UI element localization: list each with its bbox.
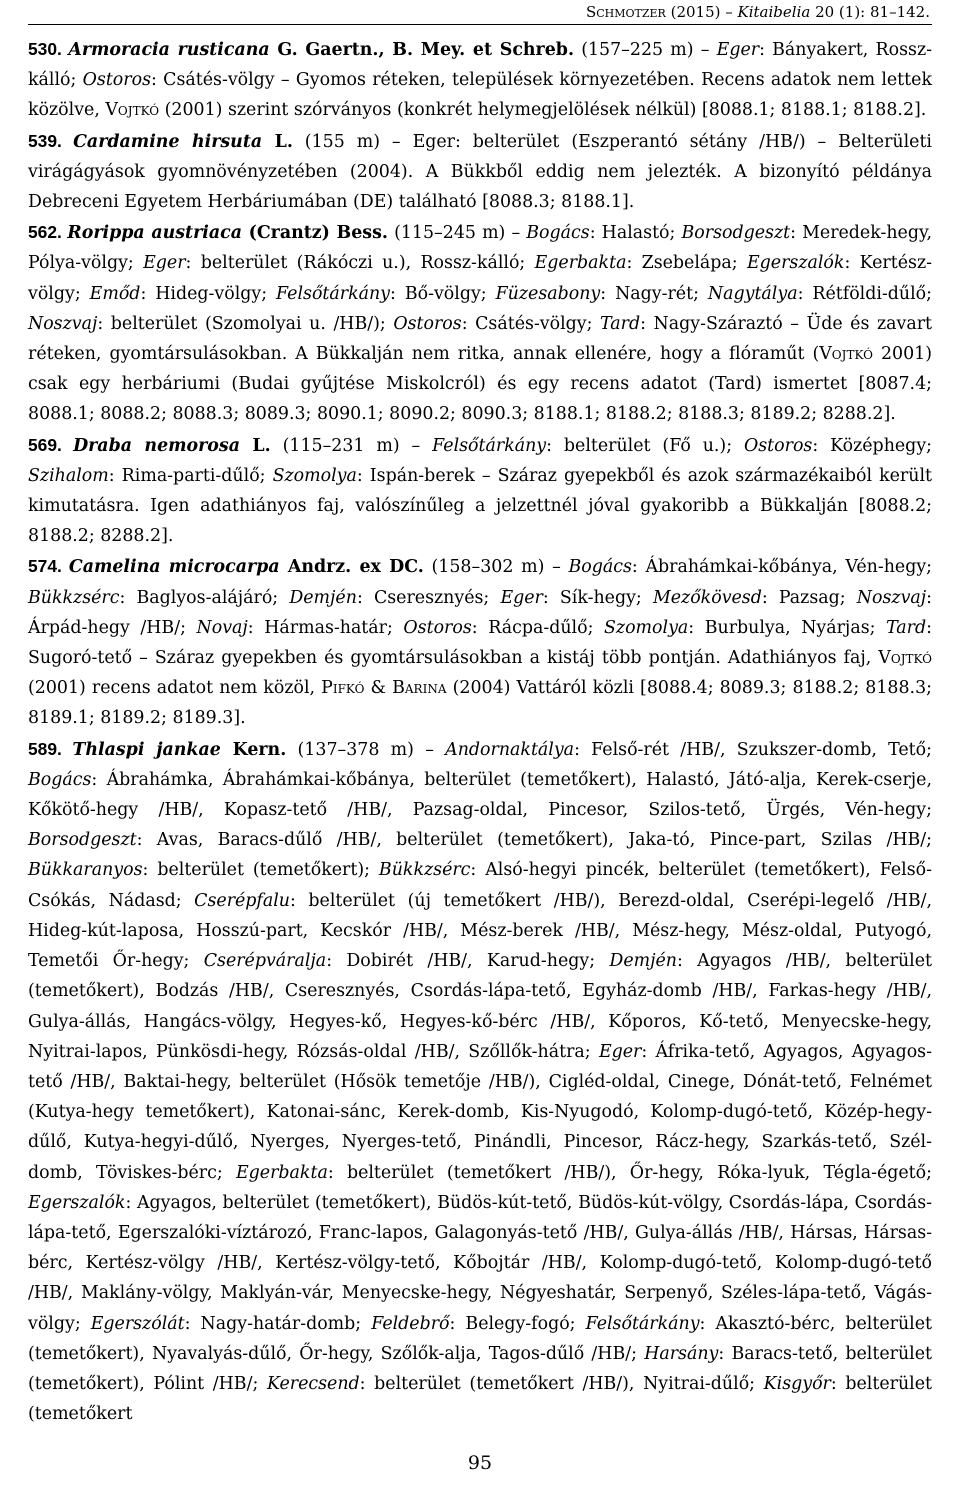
taxon-authority: Kern. — [220, 739, 287, 760]
entry-text: : Hideg-völgy; — [140, 283, 277, 304]
entry-text: : Bő-völgy; — [390, 283, 496, 304]
locality-name: Egerbakta — [534, 253, 627, 274]
entry-text: : Zsebelápa; — [626, 253, 747, 274]
entry-text: (2004) Vattáról közli [8088.4; 8089.3; 8188.2; 8188.3; 8189.1; 8189.2; 8189.3]. — [28, 678, 932, 729]
locality-name: Egerszalók — [28, 1192, 126, 1213]
locality-name: Egerszalók — [746, 253, 845, 274]
entry-text: : Halastó; — [589, 223, 682, 244]
locality-name: Ostoros — [82, 70, 151, 91]
running-header — [586, 2, 930, 22]
entry-text: : Baglyos-alájáró; — [119, 587, 290, 608]
entry-text: : Árpád-hegy /HB/; — [28, 587, 933, 638]
entry-text: : Ábrahámka, Ábrahámkai-kőbánya, belterület (temetőkert), Halastó, Játó-alja, Kerek-cserje, Kőkötő-hegy /HB/, Kopasz-tető /HB/, Pazsag-oldal, Pincesor, Szilos-tető, Ürgés, Vén-hegy; — [28, 769, 932, 821]
entry-text: : Sugoró-tető – Száraz gyepekben és gyomtársulásokban a kistáj több pontján. Adathiányos faj, — [28, 617, 932, 669]
entry-text: : belterület (temetőkert — [28, 1373, 933, 1425]
header-author: Schmotzer — [585, 3, 666, 21]
cited-author: Vojtkó — [878, 648, 932, 669]
cited-author: Vojtkó — [819, 344, 873, 365]
locality-name: Eger — [500, 587, 543, 608]
cited-author: Barina — [392, 678, 447, 699]
entry-text: : Kertész-völgy; — [28, 253, 932, 304]
entry-text: (158–302 m) – — [423, 557, 569, 578]
locality-name: Felsőtárkány — [432, 435, 547, 456]
locality-name: Ostoros — [743, 435, 813, 456]
locality-name: Bükkaranyos — [28, 860, 143, 881]
locality-name: Harsány — [644, 1343, 719, 1364]
locality-name: Tard — [600, 313, 641, 334]
entry-text: : belterület (Szomolyai u. /HB/); — [97, 313, 394, 334]
entry-text: 2001) csak egy herbáriumi (Budai gyűjtése Miskolcról) és egy recens adatot (Tard) ismertet [8087.4; 8088.1; 8088.2; 8088.3; 8089.3; 8090.1; 8090.2; 8090.3; 8188.1; 8188.2; 8188.3; 8189.2; 8288.2]. — [28, 344, 932, 425]
locality-name: Demjén — [609, 951, 677, 972]
taxon-authority: G. Gaertn., B. Mey. et Schreb. — [269, 40, 574, 60]
taxon-authority: (Crantz) Bess. — [241, 223, 388, 244]
entry-text: (2001) szerint szórványos (konkrét helymegjelölések nélkül) [8088.1; 8188.1; 8188.2]. — [159, 100, 927, 121]
entry-text: : Rétföldi-dűlő; — [797, 283, 933, 304]
locality-name: Egerszólát — [90, 1313, 185, 1334]
locality-name: Noszvaj — [28, 313, 98, 334]
locality-name: Demjén — [289, 587, 357, 608]
locality-name: Mezőkövesd — [652, 587, 762, 608]
species-entry — [28, 34, 932, 126]
locality-name: Emőd — [89, 283, 141, 304]
taxon-name: Cardamine hirsuta — [73, 131, 263, 152]
entry-text: : Áfrika-tető, Agyagos, Agyagos-tető /HB/, Baktai-hegy, belterület (Hősök temetője /HB/), Cigléd-oldal, Cinege, Dónát-tető, Felnémet (Kutya-hegy temetőkert), Katonai-sánc, Kerek-domb, Kis-Nyugodó, Kolomp-dugó-tető, Közép-hegy-dűlő, Kutya-hegyi-dűlő, Nyerges, Nyerges-tető, Pinándli, Pincesor, Rácz-hegy, Szarkás-tető, Szél-domb, Töviskes-bérc; — [28, 1041, 932, 1183]
entry-number: 530. — [28, 39, 69, 59]
locality-name: Borsodgeszt — [681, 223, 791, 244]
locality-name: Feldebrő — [371, 1313, 450, 1334]
entry-text: : Alsó-hegyi pincék, belterület (temetőkert), Felső-Csókás, Nádasd; — [28, 860, 932, 911]
locality-name: Bükkzsérc — [378, 860, 471, 881]
entry-text: (115–245 m) – — [387, 223, 527, 244]
entry-text: : Hármas-határ; — [247, 617, 404, 638]
entry-text: : Sík-hegy; — [542, 587, 653, 608]
locality-name: Bogács — [568, 557, 632, 578]
entry-text: : Belegy-fogó; — [449, 1313, 586, 1334]
header-volume: 20 (1): 81–142. — [810, 3, 930, 21]
locality-name: Füzesabony — [495, 283, 601, 304]
taxon-authority: Andrz. ex DC. — [279, 557, 424, 578]
entry-text: : Csátés-völgy – Gyomos réteken, települések környezetében. Recens adatok nem lettek közölve, — [28, 70, 932, 121]
locality-name: Szomolya — [272, 465, 357, 486]
locality-name: Szomolya — [604, 617, 689, 638]
entry-text: : Dobirét /HB/, Karud-hegy; — [326, 951, 610, 972]
header-rule — [28, 24, 932, 25]
species-entry — [28, 217, 932, 429]
locality-name: Eger — [716, 40, 760, 60]
entry-text: : Rácpa-dűlő; — [471, 617, 605, 638]
taxon-name: Armoracia rusticana — [68, 40, 270, 60]
entry-number: 539. — [28, 130, 74, 151]
species-list — [28, 34, 932, 1429]
cited-author: Pifkó — [321, 678, 365, 699]
entry-number: 569. — [28, 434, 74, 455]
entry-text: : Burbulya, Nyárjas; — [688, 617, 887, 638]
species-entry — [28, 430, 932, 552]
locality-name: Nagytálya — [707, 283, 798, 304]
taxon-name: Rorippa austriaca — [67, 223, 242, 244]
taxon-name: Thlaspi jankae — [72, 739, 221, 760]
entry-text: : belterület (új temetőkert /HB/), Berezd-oldal, Cserépi-legelő /HB/, Hideg-kút-laposa, Hosszú-part, Kecskór /HB/, Mész-berek /HB/, Mész-hegy, Mész-oldal, Putyogó, Temetői Őr-hegy; — [28, 890, 932, 972]
entry-text: : Meredek-hegy, Pólya-völgy; — [28, 223, 932, 274]
locality-name: Felsőtárkány — [585, 1313, 700, 1334]
entry-text: : Akasztó-bérc, belterület (temetőkert), Nyavalyás-dűlő, Őr-hegy, Szőlők-alja, Tagos-dűlő /HB/; — [28, 1313, 932, 1364]
header-journal: Kitaibelia — [737, 3, 811, 21]
locality-name: Borsodgeszt — [28, 830, 137, 851]
entry-text: (2001) recens adatot nem közöl, — [28, 678, 322, 699]
locality-name: Noszvaj — [856, 587, 927, 608]
entry-text: (115–231 m) – — [270, 435, 433, 456]
taxon-authority: L. — [262, 131, 293, 152]
entry-text: : belterület (Fő u.); — [546, 435, 744, 456]
locality-name: Bükkzsérc — [28, 587, 120, 608]
locality-name: Kisgyőr — [763, 1373, 831, 1394]
entry-text: : Bányakert, Rossz-kálló; — [28, 40, 932, 91]
header-year: (2015) – — [665, 3, 738, 21]
entry-text: : Avas, Baracs-dűlő /HB/, belterület (temetőkert), Jaka-tó, Pince-part, Szilas /HB/; — [136, 830, 932, 851]
entry-text: : Ábrahámkai-kőbánya, Vén-hegy; — [631, 557, 933, 578]
species-entry — [28, 551, 932, 733]
entry-text: : Felső-rét /HB/, Szukszer-domb, Tető; — [574, 739, 932, 760]
entry-text: : Agyagos, belterület (temetőkert), Büdös-kút-tető, Büdös-kút-völgy, Csordás-lápa, Csordás-lápa-tető, Egerszalóki-víztározó, Franc-lapos, Galagonyás-tető /HB/, Gulya-állás /HB/, Hársas, Hársas-bérc, Kertész-völgy /HB/, Kertész-völgy-tető, Kőbojtár /HB/, Kolomp-dugó-tető, Kolomp-dugó-tető /HB/, Maklány-völgy, Maklyán-vár, Menyecske-hegy, Négyeshatár, Serpenyő, Széles-lápa-tető, Vágás-völgy; — [28, 1192, 932, 1334]
locality-name: Bogács — [526, 223, 590, 244]
locality-name: Tard — [886, 617, 927, 638]
entry-number: 562. — [28, 222, 68, 243]
locality-name: Cserépváralja — [203, 951, 327, 972]
entry-text: : Agyagos /HB/, belterület (temetőkert), Bodzás /HB/, Cseresznyés, Csordás-lápa-tető, Egyház-domb /HB/, Farkas-hegy /HB/, Gulya-állás, Hangács-völgy, Hegyes-kő, Hegyes-kő-bérc /HB/, Kőporos, Kő-tető, Menyecske-hegy, Nyitrai-lapos, Pünkösdi-hegy, Rózsás-oldal /HB/, Szőllők-hátra; — [28, 951, 933, 1062]
entry-number: 574. — [28, 556, 69, 577]
entry-text: : Rima-parti-dűlő; — [108, 465, 273, 486]
entry-text: : Baracs-tető, belterület (temetőkert), Pólint /HB/; — [28, 1343, 932, 1394]
entry-number: 589. — [28, 738, 73, 759]
entry-text: : Csátés-völgy; — [461, 313, 601, 334]
entry-text: : Ispán-berek – Száraz gyepekből és azok származékaiból került kimutatásra. Igen adathiányos faj, valószínűleg a jelzettnél jóval gyakoribb a Bükkalján [8088.2; 8188.2; 8288.2]. — [28, 465, 932, 547]
entry-text: (137–378 m) – — [286, 739, 446, 760]
entry-text: (157–225 m) – — [574, 40, 717, 60]
locality-name: Andornaktálya — [445, 739, 575, 760]
entry-text: : Nagy-Száraztó – Üde és zavart réteken, gyomtársulásokban. A Bükkalján nem ritka, annak ellenére, hogy a flóraműt ( — [28, 313, 932, 365]
locality-name: Bogács — [28, 769, 92, 790]
taxon-name: Camelina microcarpa — [68, 557, 280, 578]
locality-name: Egerbakta — [235, 1162, 328, 1183]
cited-author: Vojtkó — [105, 100, 160, 121]
entry-text: : belterület (temetőkert /HB/), Nyitrai-dűlő; — [359, 1373, 764, 1394]
locality-name: Felsőtárkány — [276, 283, 391, 304]
taxon-authority: L. — [239, 435, 271, 456]
entry-text: : Középhegy; — [812, 435, 932, 456]
entry-text: : Cseresznyés; — [356, 587, 501, 608]
entry-text: : Pazsag; — [761, 587, 857, 608]
entry-text: : Nagy-rét; — [600, 283, 708, 304]
locality-name: Novaj — [196, 617, 248, 638]
entry-text: & — [364, 678, 393, 699]
entry-text: : belterület (temetőkert /HB/), Őr-hegy, Róka-lyuk, Tégla-égető; — [327, 1162, 932, 1183]
locality-name: Eger — [143, 253, 186, 274]
entry-text: : belterület (Rákóczi u.), Rossz-kálló; — [185, 253, 535, 274]
locality-name: Ostoros — [393, 313, 462, 334]
entry-text: (155 m) – Eger: belterület (Eszperantó sétány /HB/) – Belterületi virágágyások gyomnövényzetében (2004). A Bükkből eddig nem jelezték. A bizonyító példánya Debreceni Egyetem Herbáriumában (DE) található [8088.3; 8188.1]. — [28, 131, 932, 213]
entry-text: : belterület (temetőkert); — [142, 860, 379, 881]
locality-name: Eger — [598, 1041, 642, 1062]
species-entry — [28, 126, 932, 218]
species-entry — [28, 734, 932, 1430]
locality-name: Kerecsend — [266, 1373, 360, 1394]
locality-name: Cserépfalu — [194, 890, 290, 911]
page-number: 95 — [467, 1452, 493, 1474]
locality-name: Ostoros — [403, 617, 472, 638]
taxon-name: Draba nemorosa — [73, 435, 240, 456]
entry-text: : Nagy-határ-domb; — [184, 1313, 372, 1334]
locality-name: Szihalom — [28, 465, 109, 486]
